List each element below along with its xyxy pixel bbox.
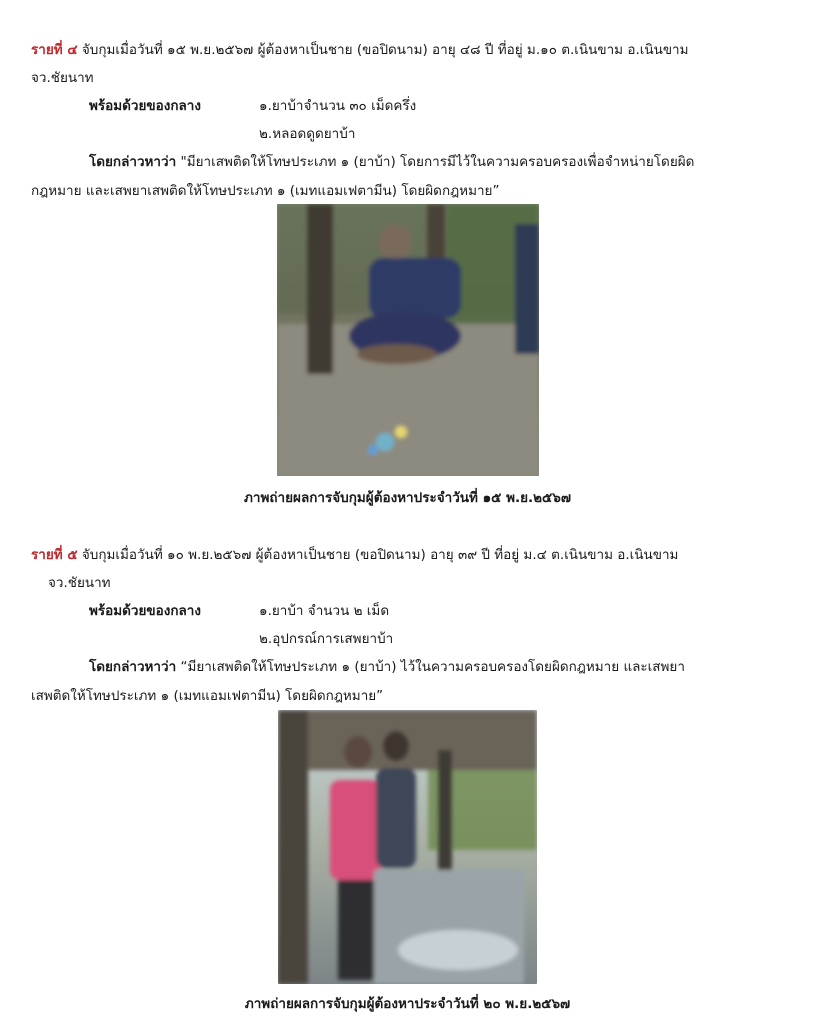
case4-evidence-label: พร้อมด้วยของกลาง (89, 98, 201, 114)
case4-label: รายที่ ๔ (31, 42, 78, 58)
case5-evidence-item: ๒.อุปกรณ์การเสพยาบ้า (259, 631, 394, 647)
case5-photo-caption: ภาพถ่ายผลการจับกุมผู้ต้องหาประจำวันที่ ๒๐ พ.ย.๒๕๖๗ (244, 996, 571, 1012)
case4-charge-continued: กฎหมาย และเสพยาเสพติดให้โทษประเภท ๑ (เมทแอมเฟตามีน) โดยผิดกฎหมาย” (31, 183, 500, 199)
case4-evidence-item: ๑.ยาบ้าจำนวน ๓๐ เม็ดครึ่ง (259, 98, 417, 114)
case4-evidence-item: ๒.หลอดดูดยาบ้า (259, 126, 356, 142)
case4-charge (89, 152, 694, 172)
case4-charge-text: "มียาเสพติดให้โทษประเภท ๑ (ยาบ้า) โดยการมีไว้ในความครอบครองเพื่อจำหน่ายโดยผิด (180, 154, 695, 170)
case5-evidence-item: ๑.ยาบ้า จำนวน ๒ เม็ด (259, 603, 390, 619)
case4-photo-caption: ภาพถ่ายผลการจับกุมผู้ต้องหาประจำวันที่ ๑๕ พ.ย.๒๕๖๗ (244, 490, 571, 506)
case4-charge-label: โดยกล่าวหาว่า (89, 154, 177, 170)
case4-province: จว.ชัยนาท (31, 70, 94, 86)
case5-detail: จับกุมเมื่อวันที่ ๑๐ พ.ย.๒๕๖๗ ผู้ต้องหาเป็นชาย (ขอปิดนาม) อายุ ๓๙ ปี ที่อยู่ ม.๔ ต.เนินขาม อ.เนินขาม (81, 547, 679, 563)
case5-arrest-photo (278, 710, 537, 984)
case4-arrest-photo (277, 204, 539, 476)
case5-line1 (31, 545, 678, 565)
case5-charge-continued: เสพติดให้โทษประเภท ๑ (เมทแอมเฟตามีน) โดยผิดกฎหมาย” (31, 688, 384, 704)
case5-charge-label: โดยกล่าวหาว่า (89, 659, 177, 675)
case5-province: จว.ชัยนาท (48, 575, 111, 591)
case5-charge (89, 657, 685, 677)
case5-label: รายที่ ๕ (31, 547, 78, 563)
case4-detail: จับกุมเมื่อวันที่ ๑๕ พ.ย.๒๕๖๗ ผู้ต้องหาเป็นชาย (ขอปิดนาม) อายุ ๔๘ ปี ที่อยู่ ม.๑๐ ต.เนินขาม อ.เนินขาม (81, 42, 689, 58)
case5-charge-text: “มียาเสพติดให้โทษประเภท ๑ (ยาบ้า) ไว้ในความครอบครองโดยผิดกฎหมาย และเสพยา (180, 659, 685, 675)
case4-line1 (31, 40, 689, 60)
case5-evidence-label: พร้อมด้วยของกลาง (89, 603, 201, 619)
